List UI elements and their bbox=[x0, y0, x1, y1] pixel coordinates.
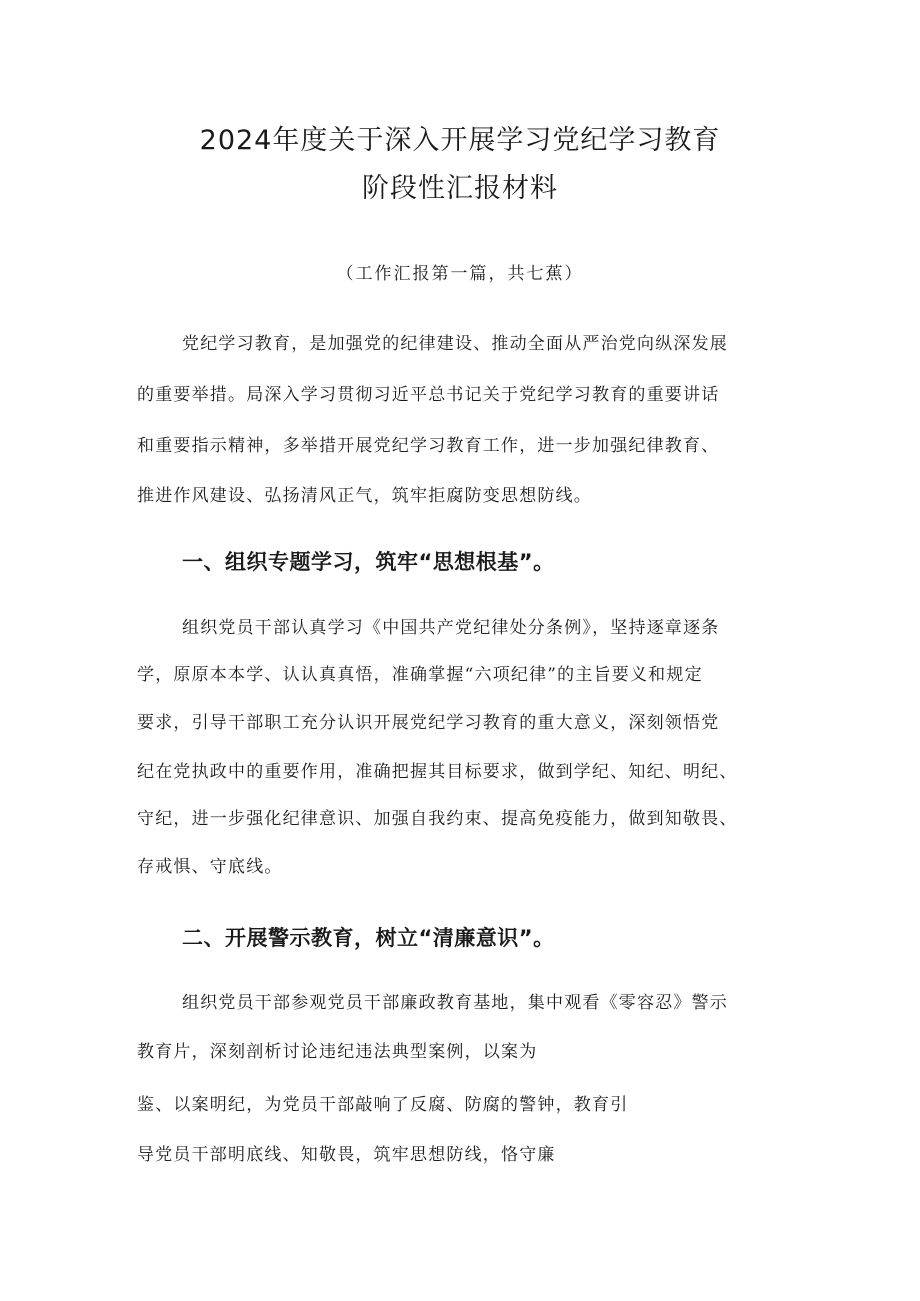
section1-line: 纪在党执政中的重要作用，准确把握其目标要求，做到学纪、知纪、明纪、 bbox=[137, 762, 738, 782]
document-title-line1: 2024年度关于深入开展学习党纪学习教育 bbox=[199, 125, 721, 156]
section1-line: 学，原原本本学、认认真真悟，准确掌握“六项纪律”的主旨要义和规定 bbox=[137, 665, 703, 685]
section1-line: 守纪，进一步强化纪律意识、加强自我约束、提高免疫能力，做到知敬畏、 bbox=[137, 809, 738, 829]
intro-line: 推进作风建设、弘扬清风正气，筑牢拒腐防变思想防线。 bbox=[137, 486, 592, 506]
section2-heading: 二、开展警示教育，树立“清廉意识”。 bbox=[182, 926, 555, 950]
intro-line: 的重要举措。局深入学习贯彻习近平总书记关于党纪学习教育的重要讲话 bbox=[137, 385, 720, 405]
document-title-line2: 阶段性汇报材料 bbox=[362, 173, 558, 204]
section2-line: 鉴、以案明纪，为党员干部敲响了反腐、防腐的警钟，教育引 bbox=[137, 1095, 629, 1115]
section1-line: 组织党员干部认真学习《中国共产党纪律处分条例》，坚持逐章逐条 bbox=[182, 618, 720, 638]
intro-line: 和重要指示精神，多举措开展党纪学习教育工作，进一步加强纪律教育、 bbox=[137, 436, 720, 456]
section2-line: 导党员干部明底线、知敬畏，筑牢思想防线，恪守廉 bbox=[137, 1145, 556, 1165]
section2-line: 组织党员干部参观党员干部廉政教育基地，集中观看《零容忍》警示 bbox=[182, 993, 728, 1013]
section1-line: 存戒惧、守底线。 bbox=[137, 857, 283, 877]
section1-line: 要求，引导干部职工充分认识开展党纪学习教育的重大意义，深刻领悟党 bbox=[137, 713, 720, 733]
section1-heading: 一、组织专题学习，筑牢“思想根基”。 bbox=[182, 550, 555, 574]
intro-line: 党纪学习教育，是加强党的纪律建设、推动全面从严治党向纵深发展 bbox=[182, 334, 728, 354]
document-subtitle: （工作汇报第一篇，共七蕉） bbox=[336, 264, 584, 284]
section2-line: 教育片，深刻剖析讨论违纪违法典型案例，以案为 bbox=[137, 1042, 538, 1062]
